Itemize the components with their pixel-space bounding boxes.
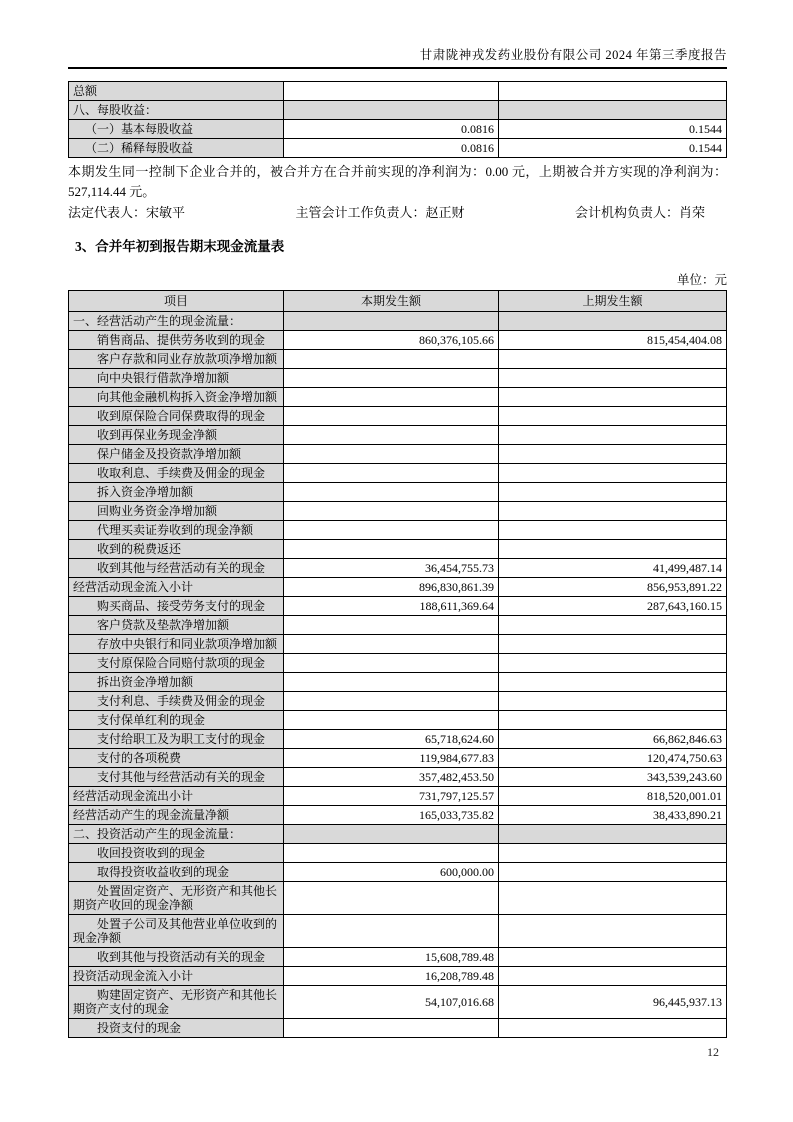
table-row (69, 120, 727, 139)
legal-representative: 法定代表人：宋敏平 (68, 205, 186, 220)
row-label: 支付利息、手续费及佣金的现金 (69, 692, 284, 711)
row-label: （一）基本每股收益 (69, 120, 284, 139)
prior-period-value (499, 882, 727, 915)
current-period-value (284, 654, 499, 673)
prior-period-value (499, 445, 727, 464)
current-period-value: 860,376,105.66 (284, 331, 499, 350)
prior-period-value (499, 82, 727, 101)
current-period-value (284, 673, 499, 692)
row-label: 经营活动现金流出小计 (69, 787, 284, 806)
current-period-value (284, 426, 499, 445)
prior-period-value (499, 654, 727, 673)
table-row (69, 578, 727, 597)
row-label: 支付保单红利的现金 (69, 711, 284, 730)
prior-period-value (499, 388, 727, 407)
table-row (69, 464, 727, 483)
table-row (69, 331, 727, 350)
table-row (69, 635, 727, 654)
current-period-value: 0.0816 (284, 120, 499, 139)
table-row (69, 82, 727, 101)
row-label: 销售商品、提供劳务收到的现金 (69, 331, 284, 350)
merger-note: 本期发生同一控制下企业合并的，被合并方在合并前实现的净利润为：0.00 元，上期被合并方实现的净利润为：527,114.44 元。 (68, 164, 727, 199)
signature-row (68, 203, 727, 223)
table-row (69, 787, 727, 806)
current-period-value (284, 711, 499, 730)
current-period-value (284, 101, 499, 120)
table-row (69, 673, 727, 692)
table-row (69, 312, 727, 331)
row-label: 收回投资收到的现金 (69, 844, 284, 863)
current-period-value: 65,718,624.60 (284, 730, 499, 749)
table-row (69, 986, 727, 1019)
table-row (69, 540, 727, 559)
current-period-value (284, 540, 499, 559)
row-label: 代理买卖证券收到的现金净额 (69, 521, 284, 540)
prior-period-value: 0.1544 (499, 139, 727, 158)
report-header-title: 甘肃陇神戎发药业股份有限公司 2024 年第三季度报告 (419, 48, 727, 62)
prior-period-value (499, 426, 727, 445)
row-label: 回购业务资金净增加额 (69, 502, 284, 521)
row-label: 支付的各项税费 (69, 749, 284, 768)
prior-period-value: 96,445,937.13 (499, 986, 727, 1019)
current-period-value (284, 312, 499, 331)
table-row (69, 616, 727, 635)
current-period-value (284, 521, 499, 540)
prior-period-value (499, 350, 727, 369)
section-heading: 3、合并年初到报告期末现金流量表 (75, 239, 285, 254)
prior-period-value (499, 825, 727, 844)
table-row (69, 915, 727, 948)
prior-period-value (499, 863, 727, 882)
current-period-value (284, 483, 499, 502)
header-divider (68, 67, 727, 69)
prior-period-value (499, 407, 727, 426)
row-label: 存放中央银行和同业款项净增加额 (69, 635, 284, 654)
current-period-value (284, 1019, 499, 1038)
prior-period-value (499, 948, 727, 967)
prior-period-value (499, 844, 727, 863)
row-label: 投资支付的现金 (69, 1019, 284, 1038)
current-period-value: 54,107,016.68 (284, 986, 499, 1019)
current-period-value: 16,208,789.48 (284, 967, 499, 986)
row-label: 拆出资金净增加额 (69, 673, 284, 692)
table-row (69, 844, 727, 863)
row-label: 处置固定资产、无形资产和其他长期资产收回的现金净额 (69, 882, 284, 915)
prior-period-value (499, 673, 727, 692)
row-label: 一、经营活动产生的现金流量： (69, 312, 284, 331)
row-label: 向其他金融机构拆入资金净增加额 (69, 388, 284, 407)
row-label: 收取利息、手续费及佣金的现金 (69, 464, 284, 483)
current-period-value: 119,984,677.83 (284, 749, 499, 768)
prior-period-value (499, 967, 727, 986)
prior-period-value (499, 521, 727, 540)
table-row (69, 692, 727, 711)
prior-period-value: 41,499,487.14 (499, 559, 727, 578)
prior-period-value: 343,539,243.60 (499, 768, 727, 787)
table-row (69, 101, 727, 120)
row-label: 总额 (69, 82, 284, 101)
table-row (69, 445, 727, 464)
row-label: 支付原保险合同赔付款项的现金 (69, 654, 284, 673)
eps-table (68, 81, 727, 158)
row-label: 支付其他与经营活动有关的现金 (69, 768, 284, 787)
row-label: 向中央银行借款净增加额 (69, 369, 284, 388)
row-label: 收到的税费返还 (69, 540, 284, 559)
table-row (69, 139, 727, 158)
column-header-prior-period: 上期发生额 (499, 291, 727, 312)
accounting-head: 会计机构负责人：肖荣 (574, 205, 705, 220)
row-label: 购建固定资产、无形资产和其他长期资产支付的现金 (69, 986, 284, 1019)
table-row (69, 711, 727, 730)
table-row (69, 825, 727, 844)
current-period-value (284, 844, 499, 863)
row-label: 客户贷款及垫款净增加额 (69, 616, 284, 635)
row-label: 收到再保业务现金净额 (69, 426, 284, 445)
current-period-value: 165,033,735.82 (284, 806, 499, 825)
prior-period-value: 815,454,404.08 (499, 331, 727, 350)
table-row (69, 863, 727, 882)
current-period-value: 731,797,125.57 (284, 787, 499, 806)
prior-period-value: 0.1544 (499, 120, 727, 139)
prior-period-value (499, 540, 727, 559)
prior-period-value (499, 692, 727, 711)
prior-period-value (499, 711, 727, 730)
row-label: 八、每股收益： (69, 101, 284, 120)
prior-period-value (499, 464, 727, 483)
table-row (69, 768, 727, 787)
prior-period-value (499, 483, 727, 502)
current-period-value: 600,000.00 (284, 863, 499, 882)
table-row (69, 407, 727, 426)
prior-period-value (499, 616, 727, 635)
row-label: 投资活动现金流入小计 (69, 967, 284, 986)
row-label: 处置子公司及其他营业单位收到的现金净额 (69, 915, 284, 948)
table-row (69, 882, 727, 915)
current-period-value (284, 350, 499, 369)
row-label: 收到其他与经营活动有关的现金 (69, 559, 284, 578)
prior-period-value: 818,520,001.01 (499, 787, 727, 806)
unit-label: 单位：元 (676, 273, 727, 287)
current-period-value (284, 407, 499, 426)
row-label: 支付给职工及为职工支付的现金 (69, 730, 284, 749)
row-label: 拆入资金净增加额 (69, 483, 284, 502)
current-period-value (284, 445, 499, 464)
table-row (69, 654, 727, 673)
table-row (69, 806, 727, 825)
prior-period-value (499, 101, 727, 120)
row-label: 二、投资活动产生的现金流量： (69, 825, 284, 844)
row-label: 客户存款和同业存放款项净增加额 (69, 350, 284, 369)
table-row (69, 730, 727, 749)
table-row (69, 559, 727, 578)
row-label: （二）稀释每股收益 (69, 139, 284, 158)
current-period-value: 36,454,755.73 (284, 559, 499, 578)
current-period-value: 896,830,861.39 (284, 578, 499, 597)
prior-period-value (499, 312, 727, 331)
cashflow-table-body (69, 312, 727, 1038)
table-row (69, 967, 727, 986)
current-period-value (284, 464, 499, 483)
current-period-value: 357,482,453.50 (284, 768, 499, 787)
table-row (69, 749, 727, 768)
table-row (69, 483, 727, 502)
cashflow-header-row (69, 291, 727, 312)
row-label: 经营活动现金流入小计 (69, 578, 284, 597)
table-row (69, 350, 727, 369)
prior-period-value: 120,474,750.63 (499, 749, 727, 768)
page-number: 12 (707, 1045, 719, 1059)
column-header-item: 项目 (69, 291, 284, 312)
current-period-value: 188,611,369.64 (284, 597, 499, 616)
row-label: 收到其他与投资活动有关的现金 (69, 948, 284, 967)
current-period-value: 0.0816 (284, 139, 499, 158)
column-header-current-period: 本期发生额 (284, 291, 499, 312)
table-row (69, 426, 727, 445)
eps-table-body (69, 82, 727, 158)
prior-period-value (499, 635, 727, 654)
current-period-value: 15,608,789.48 (284, 948, 499, 967)
current-period-value (284, 82, 499, 101)
cashflow-table (68, 290, 727, 1038)
table-row (69, 369, 727, 388)
current-period-value (284, 882, 499, 915)
prior-period-value (499, 369, 727, 388)
current-period-value (284, 369, 499, 388)
prior-period-value (499, 1019, 727, 1038)
prior-period-value (499, 502, 727, 521)
current-period-value (284, 915, 499, 948)
current-period-value (284, 616, 499, 635)
current-period-value (284, 692, 499, 711)
table-row (69, 521, 727, 540)
prior-period-value: 287,643,160.15 (499, 597, 727, 616)
prior-period-value (499, 915, 727, 948)
table-row (69, 597, 727, 616)
current-period-value (284, 635, 499, 654)
prior-period-value: 66,862,846.63 (499, 730, 727, 749)
chief-accountant: 主管会计工作负责人：赵正财 (295, 205, 465, 220)
row-label: 购买商品、接受劳务支付的现金 (69, 597, 284, 616)
row-label: 收到原保险合同保费取得的现金 (69, 407, 284, 426)
current-period-value (284, 502, 499, 521)
current-period-value (284, 825, 499, 844)
row-label: 保户储金及投资款净增加额 (69, 445, 284, 464)
table-row (69, 1019, 727, 1038)
prior-period-value: 38,433,890.21 (499, 806, 727, 825)
current-period-value (284, 388, 499, 407)
table-row (69, 948, 727, 967)
prior-period-value: 856,953,891.22 (499, 578, 727, 597)
table-row (69, 502, 727, 521)
row-label: 经营活动产生的现金流量净额 (69, 806, 284, 825)
table-row (69, 388, 727, 407)
row-label: 取得投资收益收到的现金 (69, 863, 284, 882)
